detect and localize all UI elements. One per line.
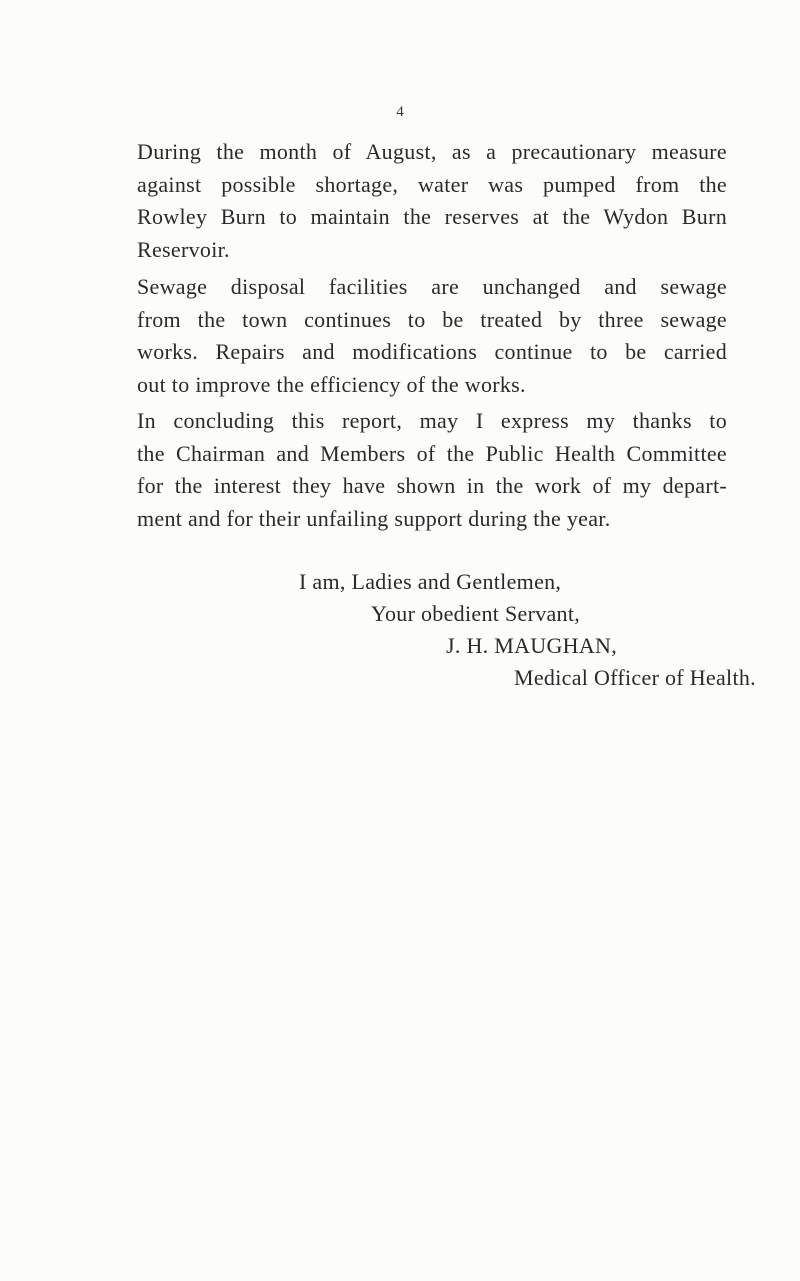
text-line: out to improve the efficiency of the works. (137, 371, 526, 397)
text-line: from the town continues to be treated by three sewage (137, 306, 727, 332)
text-line: Sewage disposal facilities are unchanged and sewage (137, 274, 727, 299)
paragraph-water-supply (137, 136, 727, 266)
text-line: In concluding this report, may I express my thanks to (137, 408, 727, 433)
signature-closing: Your obedient Servant, (371, 601, 581, 626)
signature-salutation: I am, Ladies and Gentlemen, (299, 569, 562, 594)
text-line: works. Repairs and modifications continue to be carried (137, 339, 727, 364)
signature-name: J. H. MAUGHAN, (446, 633, 618, 658)
signature-title: Medical Officer of Health. (514, 665, 756, 690)
text-line: the Chairman and Members of the Public Health Committee (137, 440, 727, 466)
text-line: against possible shortage, water was pumped from the (137, 171, 727, 197)
text-line: for the interest they have shown in the work of my depart- (137, 473, 727, 498)
text-line: During the month of August, as a precautionary measure (137, 139, 727, 164)
text-line: Rowley Burn to maintain the reserves at the Wydon Burn (137, 204, 727, 229)
text-line: ment and for their unfailing support during the year. (137, 505, 611, 531)
text-line: Reservoir. (137, 236, 230, 262)
page-number: 4 (396, 104, 404, 120)
paragraph-concluding-thanks (137, 405, 727, 535)
paragraph-sewage-disposal (137, 271, 727, 401)
